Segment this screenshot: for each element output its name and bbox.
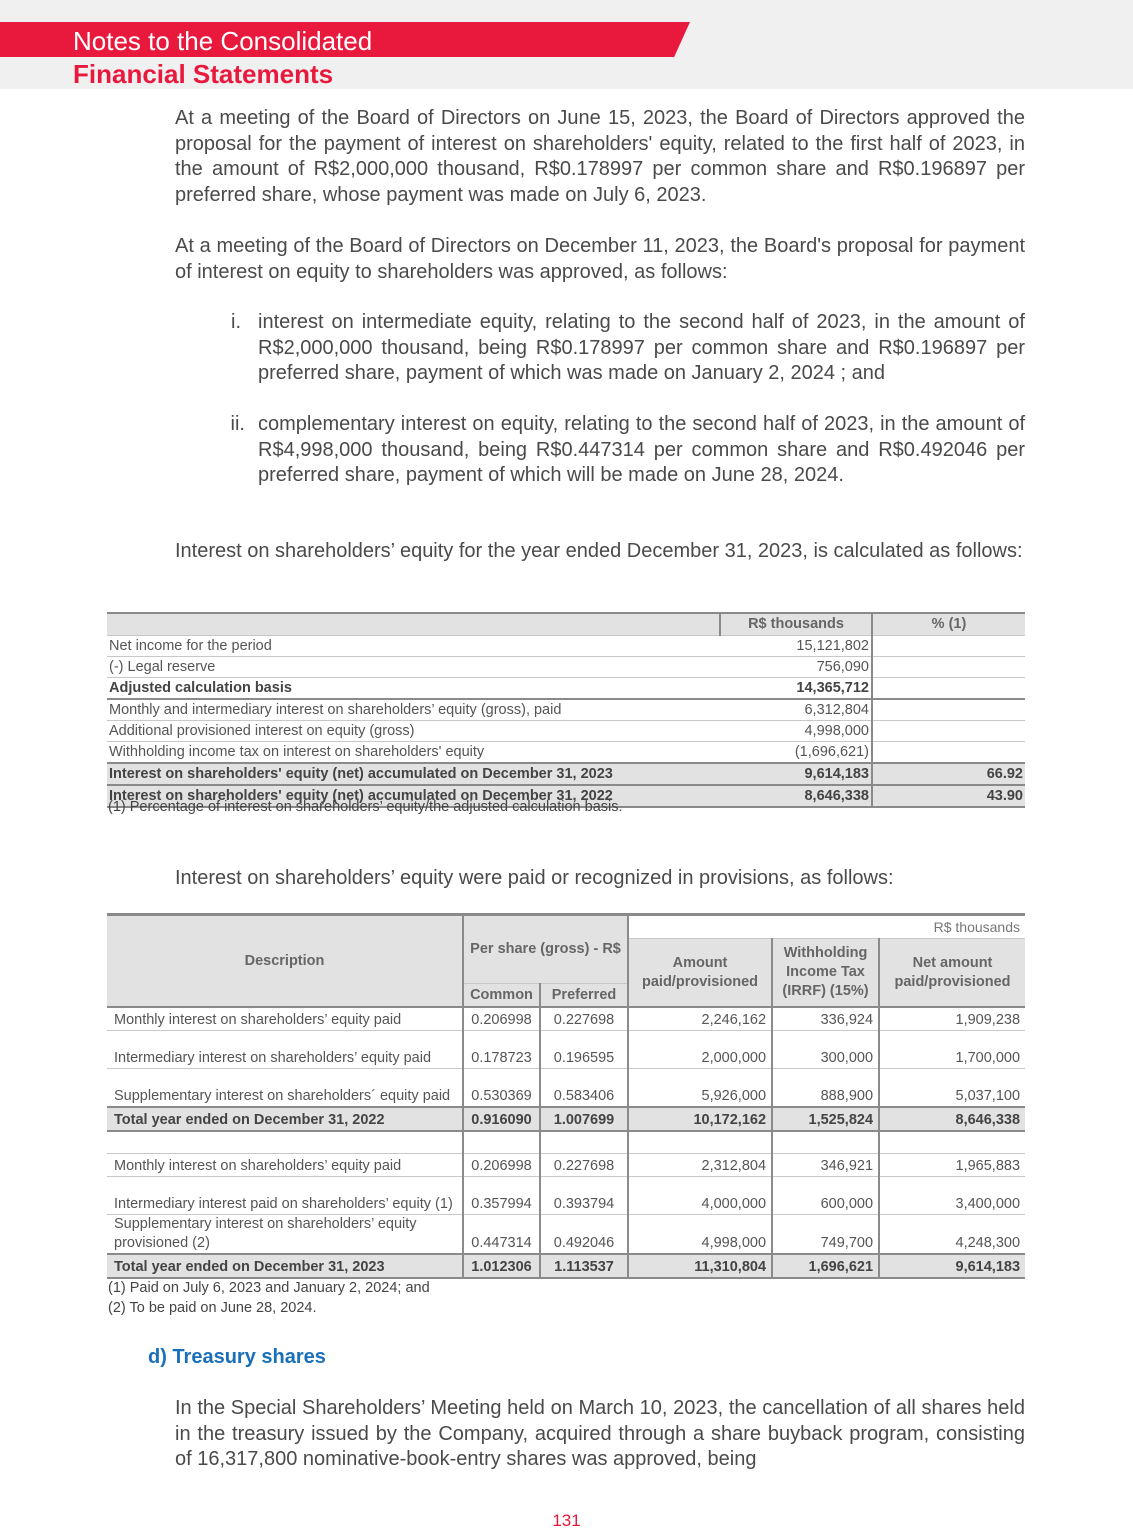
column-header: Net amount paid/provisioned — [879, 939, 1025, 1008]
column-header: % (1) — [872, 613, 1025, 636]
table-row: Withholding income tax on interest on shareholders' equity (1,696,621) — [107, 742, 1025, 764]
interest-calculation-table — [107, 612, 1025, 808]
paragraph-december-meeting: At a meeting of the Board of Directors on December 11, 2023, the Board's proposal for payment of interest on equity to shareholders was approved, as follows: — [175, 235, 1025, 283]
table-row: (-) Legal reserve 756,090 — [107, 657, 1025, 678]
list-item: interest on intermediate equity, relating to the second half of 2023, in the amount of R$2,000,000 thousand, being R$0.178997 per common share and R$0.196897 per preferred share, payment of which was made on January 2, 2024 ; and — [258, 311, 1025, 384]
list-item: complementary interest on equity, relating to the second half of 2023, in the amount of R$4,998,000 thousand, being R$0.447314 per common share and R$0.492046 per preferred share, payment of which will be made on June 28, 2024. — [258, 413, 1025, 486]
table-header-row — [107, 613, 1025, 636]
table-row: Interest on shareholders' equity (net) accumulated on December 31, 2023 9,614,183 66.92 — [107, 763, 1025, 785]
column-header: Common — [463, 984, 540, 1008]
table-row: Monthly interest on shareholders’ equity paid 0.206998 0.227698 2,246,162 336,924 1,909,238 — [107, 1007, 1025, 1031]
table-row: Monthly and intermediary interest on shareholders’ equity (gross), paid 6,312,804 — [107, 699, 1025, 721]
header-title-line1: Notes to the Consolidated — [73, 26, 373, 56]
column-header: Per share (gross) - R$ — [463, 915, 628, 984]
column-header: R$ thousands — [720, 613, 872, 636]
section-heading: d) Treasury shares — [148, 1346, 326, 1368]
table-total-row: Total year ended on December 31, 2023 1.012306 1.113537 11,310,804 1,696,621 9,614,183 — [107, 1254, 1025, 1278]
table-row: Intermediary interest paid on shareholders’ equity (1) 0.357994 0.393794 4,000,000 600,000 3,400,000 — [107, 1177, 1025, 1215]
table-spacer-row — [107, 1131, 1025, 1154]
table-row: Supplementary interest on shareholders’ equity provisioned (2) 0.447314 0.492046 4,998,000 749,700 4,248,300 — [107, 1215, 1025, 1255]
table-row: Intermediary interest on shareholders’ equity paid 0.178723 0.196595 2,000,000 300,000 1,700,000 — [107, 1031, 1025, 1069]
table-footnote: (1) Percentage of interest on shareholders’ equity/the adjusted calculation basis. — [108, 799, 623, 815]
column-header: Amount paid/provisioned — [628, 939, 772, 1008]
paragraph-june-meeting: At a meeting of the Board of Directors on June 15, 2023, the Board of Directors approved the proposal for the payment of interest on shareholders' equity, related to the first half of 2023, in the amount of R$2,000,000 thousand, R$0.178997 per common share and R$0.196897 per preferred share, whose payment was made on July 6, 2023. — [175, 107, 1025, 206]
column-header: Preferred — [540, 984, 628, 1008]
column-header: Description — [107, 915, 463, 1008]
table-row: Net income for the period 15,121,802 — [107, 636, 1025, 657]
table-row: Monthly interest on shareholders’ equity paid 0.206998 0.227698 2,312,804 346,921 1,965,883 — [107, 1154, 1025, 1177]
list-marker: ii. — [230, 413, 245, 435]
table-total-row: Total year ended on December 31, 2022 0.916090 1.007699 10,172,162 1,525,824 8,646,338 — [107, 1107, 1025, 1131]
interest-payments-table — [107, 913, 1025, 1279]
paragraph-calculation-intro: Interest on shareholders’ equity for the year ended December 31, 2023, is calculated as follows: — [175, 540, 1023, 562]
list-marker: i. — [231, 311, 241, 333]
page-number: 131 — [552, 1511, 581, 1530]
paragraph-payments-intro: Interest on shareholders’ equity were paid or recognized in provisions, as follows: — [175, 867, 894, 889]
units-label: R$ thousands — [628, 915, 1025, 939]
table-row: Interest on shareholders' equity (net) accumulated on December 31, 2022 8,646,338 43.90 — [107, 785, 1025, 807]
column-header: Withholding Income Tax (IRRF) (15%) — [772, 939, 879, 1008]
table-row: Supplementary interest on shareholders´ equity paid 0.530369 0.583406 5,926,000 888,900 5,037,100 — [107, 1069, 1025, 1108]
header-title-line2: Financial Statements — [73, 59, 334, 89]
table-footnote: (1) Paid on July 6, 2023 and January 2, 2024; and — [108, 1280, 430, 1296]
table-row: Additional provisioned interest on equity (gross) 4,998,000 — [107, 721, 1025, 742]
paragraph-treasury-shares: In the Special Shareholders’ Meeting held on March 10, 2023, the cancellation of all shares held in the treasury issued by the Company, acquired through a share buyback program, consisting of 16,317,800 nominative-book-entry shares was approved, being — [175, 1397, 1025, 1470]
table-row: Adjusted calculation basis 14,365,712 — [107, 678, 1025, 700]
table-footnote: (2) To be paid on June 28, 2024. — [108, 1300, 317, 1316]
